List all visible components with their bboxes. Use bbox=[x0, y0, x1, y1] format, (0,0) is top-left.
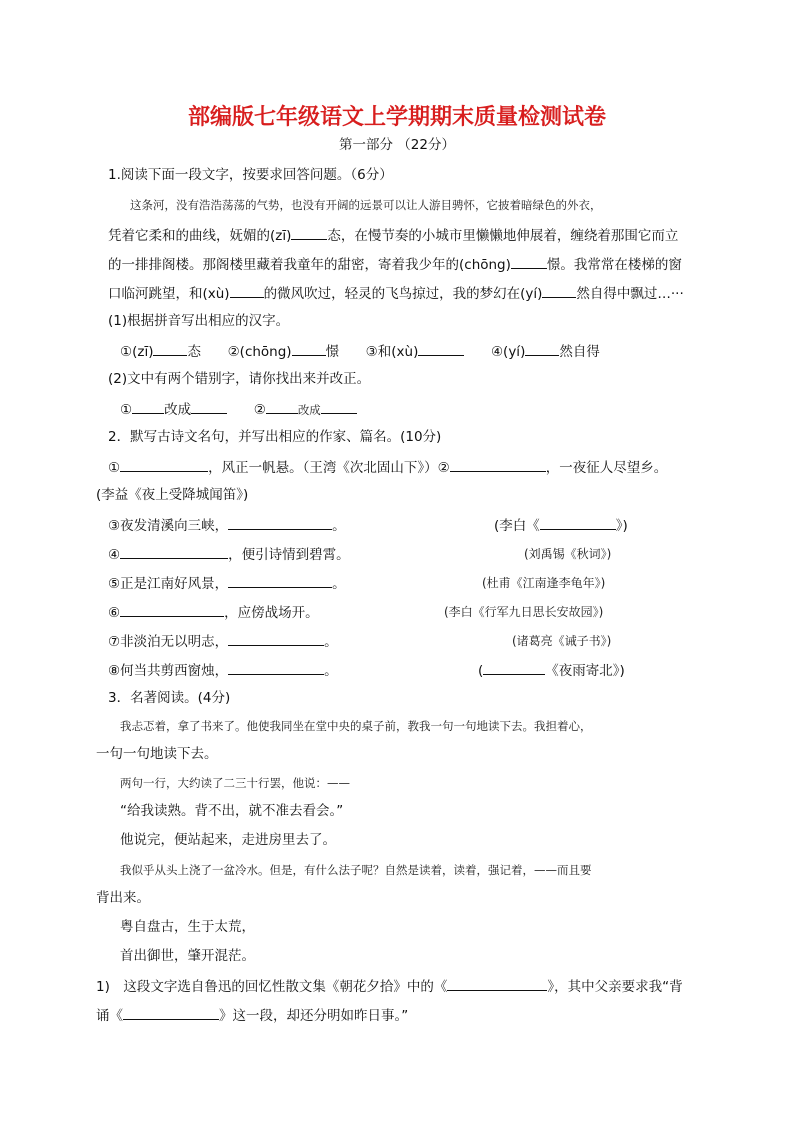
item-label: ④ bbox=[108, 547, 121, 563]
answer-blank[interactable] bbox=[292, 341, 326, 356]
passage-text: 口临河跳望，和(xù) bbox=[108, 286, 230, 302]
poem-text: ，便引诗情到碧霄。 bbox=[228, 547, 350, 563]
answer-blank[interactable] bbox=[191, 399, 227, 414]
q1-passage-line bbox=[108, 254, 682, 274]
answer-blank[interactable] bbox=[120, 457, 208, 472]
answer-blank[interactable] bbox=[123, 1005, 219, 1020]
answer-blank[interactable] bbox=[291, 225, 327, 240]
q3-passage-line: 背出来。 bbox=[96, 890, 150, 906]
pinyin-label: ②(chōng) bbox=[227, 344, 292, 360]
q1-sub-question: (1)根据拼音写出相应的汉字。 bbox=[108, 313, 290, 329]
part-heading: 第一部分 （22分） bbox=[339, 137, 455, 153]
answer-blank[interactable] bbox=[228, 660, 324, 675]
passage-text: 的一排排阁楼。那阁楼里藏着我童年的甜密，寄着我少年的(chōng) bbox=[108, 257, 511, 273]
q3-sub-question bbox=[96, 976, 683, 996]
answer-blank[interactable] bbox=[120, 544, 228, 559]
answer-blank[interactable] bbox=[511, 254, 547, 269]
question-text: 》这一段，却还分明如昨日事。” bbox=[219, 1008, 409, 1024]
q2-source: (杜甫《江南逢李龟年》) bbox=[482, 576, 606, 590]
q2-line bbox=[108, 573, 346, 593]
pinyin-label: 然自得 bbox=[559, 344, 600, 360]
answer-blank[interactable] bbox=[450, 457, 546, 472]
q2-line bbox=[108, 602, 319, 622]
question-text: 1) 这段文字选自鲁迅的回忆性散文集《朝花夕拾》中的《 bbox=[96, 979, 448, 995]
answer-blank[interactable] bbox=[228, 515, 332, 530]
q1-passage-line bbox=[108, 225, 678, 245]
poem-text: 。 bbox=[332, 576, 346, 592]
q1-sub-question: (2)文中有两个错别字，请你找出来并改正。 bbox=[108, 371, 371, 387]
answer-blank[interactable] bbox=[542, 283, 576, 298]
q3-passage-line: 两句一行，大约读了二三十行罢，他说：—— bbox=[120, 776, 350, 790]
answer-blank[interactable] bbox=[540, 515, 616, 530]
q2-source: (李益《夜上受降城闻笛》) bbox=[96, 487, 249, 503]
answer-blank[interactable] bbox=[525, 341, 559, 356]
poem-text: 。 bbox=[324, 663, 338, 679]
answer-blank[interactable] bbox=[120, 602, 224, 617]
answer-blank[interactable] bbox=[321, 399, 357, 414]
answer-blank[interactable] bbox=[230, 283, 264, 298]
page-title: 部编版七年级语文上学期期末质量检测试卷 bbox=[187, 104, 606, 130]
poem-text: ③夜发清溪向三峡， bbox=[108, 518, 229, 534]
poem-text: ，一夜征人尽望乡。 bbox=[545, 460, 668, 476]
question-text: 诵《 bbox=[96, 1008, 123, 1024]
q2-line bbox=[108, 515, 346, 535]
item-label: 改成 bbox=[164, 402, 192, 418]
question-2-heading: 2．默写古诗文名句，并写出相应的作家、篇名。(10分) bbox=[108, 429, 442, 445]
pinyin-label: 憬 bbox=[325, 344, 340, 360]
q2-source bbox=[494, 515, 628, 535]
question-3-heading: 3．名著阅读。(4分) bbox=[108, 690, 231, 706]
pinyin-label: ④(yí) bbox=[490, 344, 526, 360]
source-text: 《夜雨寄北》) bbox=[545, 663, 625, 679]
q3-passage-line: 一句一句地读下去。 bbox=[96, 746, 218, 762]
answer-blank[interactable] bbox=[483, 660, 545, 675]
passage-text: 憬。我常常在楼梯的窗 bbox=[546, 257, 682, 273]
q3-passage-line: 粤自盘古，生于太荒， bbox=[120, 919, 255, 935]
q2-line bbox=[108, 660, 338, 680]
answer-blank[interactable] bbox=[447, 976, 547, 991]
poem-text: ⑦非淡泊无以明志， bbox=[108, 634, 229, 650]
pinyin-label: ①(zī) bbox=[120, 344, 154, 360]
answer-blank[interactable] bbox=[266, 399, 298, 414]
poem-text: ⑧何当共剪西窗烛， bbox=[108, 663, 229, 679]
q3-passage-line: 他说完，便站起来，走进房里去了。 bbox=[120, 832, 336, 848]
question-1-heading: 1.阅读下面一段文字，按要求回答问题。（6分） bbox=[108, 167, 393, 183]
q3-sub-question bbox=[96, 1005, 408, 1025]
item-label: ② bbox=[253, 402, 266, 418]
item-label: ① bbox=[108, 460, 121, 476]
q1-pinyin-answers bbox=[120, 341, 600, 361]
q1-correction-answers bbox=[120, 399, 357, 419]
source-text: ( bbox=[478, 663, 484, 679]
q3-passage-line: 首出御世，肇开混茫。 bbox=[120, 948, 255, 964]
answer-blank[interactable] bbox=[418, 341, 464, 356]
source-text: 》) bbox=[615, 518, 628, 534]
question-text: 》，其中父亲要求我“背 bbox=[547, 979, 683, 995]
answer-blank[interactable] bbox=[132, 399, 164, 414]
answer-blank[interactable] bbox=[228, 631, 324, 646]
q2-source: (李白《行军九日思长安故园》) bbox=[444, 605, 604, 619]
q2-source: (诸葛亮《诫子书》) bbox=[512, 634, 612, 648]
pinyin-label: ③和(xù) bbox=[365, 344, 419, 360]
q3-passage-line: “给我读熟。背不出，就不准去看会。” bbox=[120, 803, 344, 819]
source-text: (李白《 bbox=[494, 518, 540, 534]
q2-line bbox=[108, 457, 667, 477]
q1-passage-line: 这条河，没有浩浩荡荡的气势，也没有开阔的远景可以让人游目骋怀，它披着暗绿色的外衣， bbox=[130, 198, 602, 212]
answer-blank[interactable] bbox=[228, 573, 332, 588]
q3-passage-line: 我似乎从头上浇了一盆冷水。但是，有什么法子呢？自然是读着，读着，强记着，——而且要 bbox=[120, 863, 592, 877]
q2-line bbox=[108, 631, 338, 651]
passage-text: 的微风吹过，轻灵的飞鸟掠过，我的梦幻在(yí) bbox=[263, 286, 543, 302]
q3-passage-line: 我忐忑着，拿了书来了。他使我同坐在堂中央的桌子前，教我一句一句地读下去。我担着心， bbox=[120, 719, 592, 733]
q2-source: (刘禹锡《秋词》) bbox=[524, 547, 612, 561]
item-label: ① bbox=[120, 402, 133, 418]
item-label: 改成 bbox=[297, 403, 321, 417]
poem-text: 。 bbox=[324, 634, 338, 650]
q2-line bbox=[108, 544, 350, 564]
passage-text: 凭着它柔和的曲线，妩媚的(zī) bbox=[108, 228, 292, 244]
poem-text: 。 bbox=[332, 518, 346, 534]
poem-text: ⑤正是江南好风景， bbox=[108, 576, 229, 592]
q1-passage-line bbox=[108, 283, 684, 303]
poem-text: ，风正一帆悬。（王湾《次北固山下》）② bbox=[208, 460, 450, 476]
passage-text: 然自得中飘过…··· bbox=[576, 286, 684, 302]
pinyin-label: 态 bbox=[187, 344, 201, 360]
q2-source bbox=[478, 660, 625, 680]
answer-blank[interactable] bbox=[153, 341, 187, 356]
item-label: ⑥ bbox=[108, 605, 121, 621]
passage-text: 态，在慢节奏的小城市里懒懒地伸展着，缠绕着那围它而立 bbox=[327, 228, 679, 244]
poem-text: ，应傍战场开。 bbox=[224, 605, 319, 621]
